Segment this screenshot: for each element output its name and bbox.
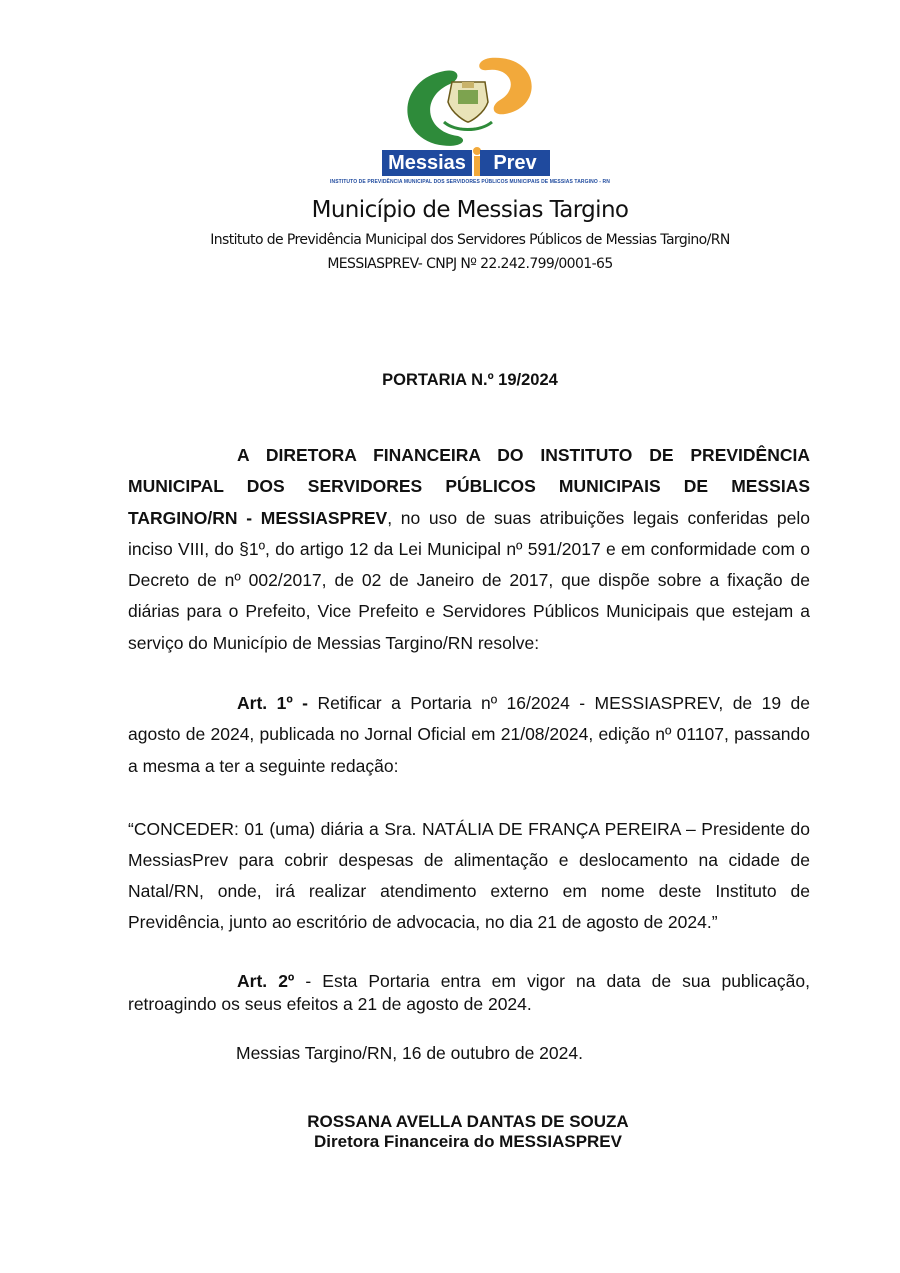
article-1-paragraph [128,688,810,782]
article-2-paragraph [128,970,810,1016]
article-2-label: Art. 2º [237,971,295,991]
institute-subtitle: Instituto de Previdência Municipal dos Servidores Públicos de Messias Targino/RN [210,232,730,248]
signature-name: ROSSANA AVELLA DANTAS DE SOUZA [307,1112,629,1131]
quote-paragraph: “CONCEDER: 01 (uma) diária a Sra. NATÁLIA DE FRANÇA PEREIRA – Presidente do MessiasPrev para cobrir despesas de alimentação e deslocamento na cidade de Natal/RN, onde, irá realizar atendimento externo em nome deste Instituto de Previdência, junto ao escritório de advocacia, no dia 21 de agosto de 2024.” [128,819,810,932]
document-heading: PORTARIA N.º 19/2024 [382,371,558,389]
messiasprev-wordmark [382,150,550,176]
signature-role: Diretora Financeira do MESSIASPREV [314,1132,622,1151]
preamble-bold: A DIRETORA FINANCEIRA DO INSTITUTO DE PREVIDÊNCIA MUNICIPAL DOS SERVIDORES PÚBLICOS MUNICIPAIS DE MESSIAS TARGINO/RN - MESSIASPREV [128,445,810,528]
wordmark-prev: Prev [480,150,550,176]
place-date: Messias Targino/RN, 16 de outubro de 2024. [236,1043,583,1063]
municipality-title: Município de Messias Targino [311,197,629,223]
preamble-paragraph [128,440,810,659]
article-2-text: - Esta Portaria entra em vigor na data de sua publicação, retroagindo os seus efeitos a 21 de agosto de 2024. [128,971,810,1014]
cnpj-line: MESSIASPREV- CNPJ Nº 22.242.799/0001-65 [327,256,613,272]
wordmark-messias: Messias [382,150,472,176]
logo-caption: INSTITUTO DE PREVIDÊNCIA MUNICIPAL DOS SERVIDORES PÚBLICOS MUNICIPAIS DE MESSIAS TARGINO - RN [330,179,610,185]
preamble-text: , no uso de suas atribuições legais conferidas pelo inciso VIII, do §1º, do artigo 12 da Lei Municipal nº 591/2017 e em conformidade com o Decreto de nº 002/2017, de 02 de Janeiro de 2017, que dispõe sobre a fixação de diárias para o Prefeito, Vice Prefeito e Servidores Públicos Municipais que estejam a serviço do Município de Messias Targino/RN resolve: [128,507,810,653]
article-1-label: Art. 1º - [237,693,308,713]
article-1-text: Retificar a Portaria nº 16/2024 - MESSIASPREV, de 19 de agosto de 2024, publicada no Jornal Oficial em 21/08/2024, edição nº 01107, passando a mesma a ter a seguinte redação: [128,693,810,776]
